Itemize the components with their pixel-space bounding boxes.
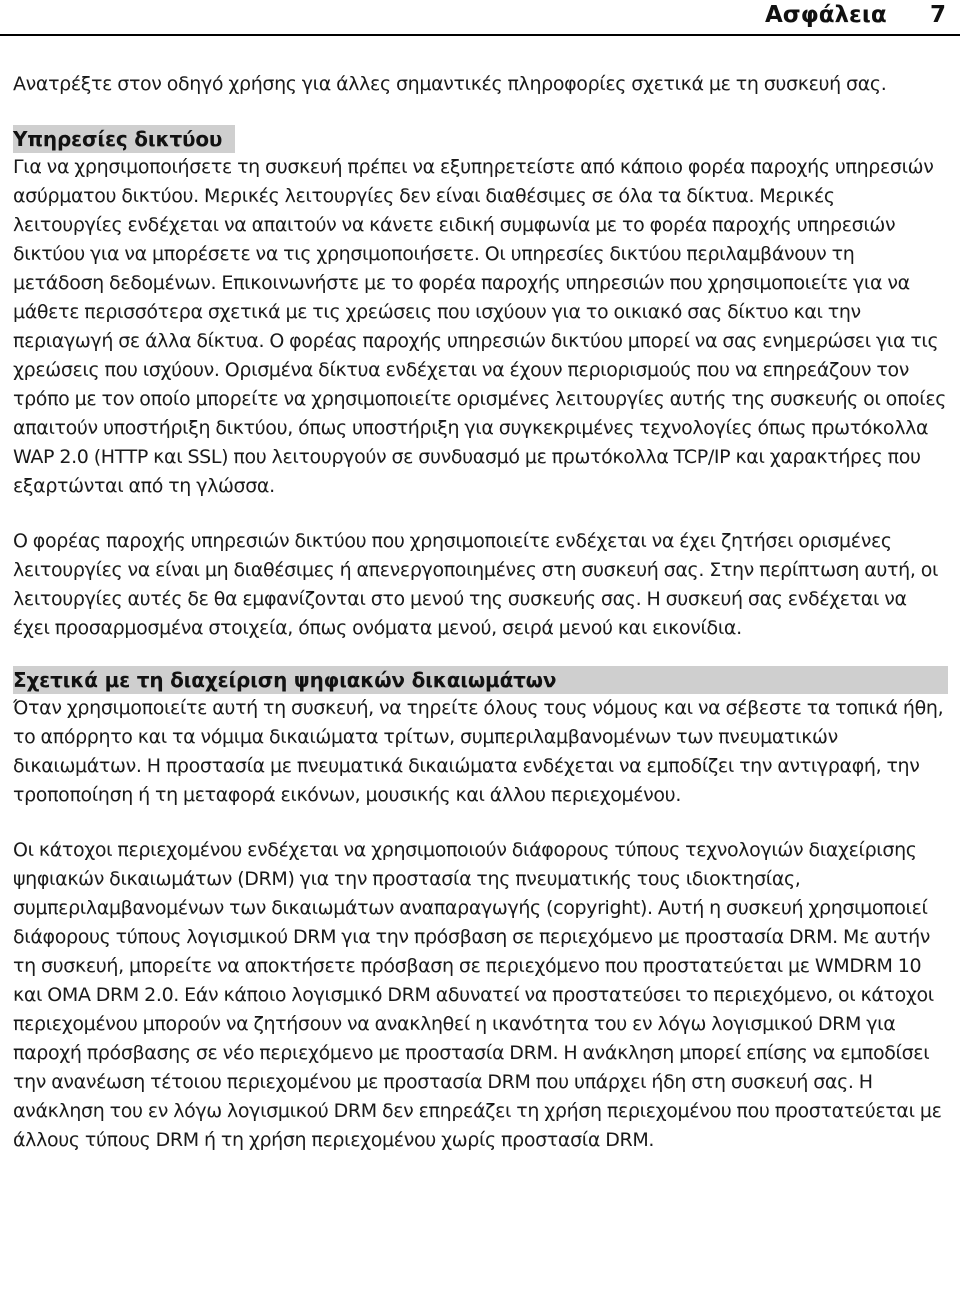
- document-body: [13, 70, 948, 1155]
- page-header: [0, 0, 960, 36]
- network-services-paragraph-2: Ο φορέας παροχής υπηρεσιών δικτύου που χρησιμοποιείτε ενδέχεται να έχει ζητήσει ορισμένες λειτουργίες να είναι μη διαθέσιμες ή απενεργοποιημένες στη συσκευή σας. Στην περίπτωση αυτή, οι λειτουργίες αυτές δε θα εμφανίζονται στο μενού της συσκευής σας. Η συσκευή σας ενδέχεται να έχει προσαρμοσμένα στοιχεία, όπως ονόματα μενού, σειρά μενού και εικονίδια.: [13, 530, 939, 639]
- section-heading-network-services: Υπηρεσίες δικτύου: [13, 125, 235, 153]
- page-number: 7: [930, 2, 947, 28]
- header-title: Ασφάλεια: [765, 2, 887, 28]
- section-heading-drm: Σχετικά με τη διαχείριση ψηφιακών δικαιωμάτων: [13, 666, 948, 694]
- network-services-paragraph-1: Για να χρησιμοποιήσετε τη συσκευή πρέπει να εξυπηρετείστε από κάποιο φορέα παροχής υπηρεσιών ασύρματου δικτύου. Μερικές λειτουργίες δεν είναι διαθέσιμες σε όλα τα δίκτυα. Μερικές λειτουργίες ενδέχεται να απαιτούν να κάνετε ειδική συμφωνία με το φορέα παροχής υπηρεσιών δικτύου για να μπορέσετε να τις χρησιμοποιήσετε. Οι υπηρεσίες δικτύου περιλαμβάνουν τη μετάδοση δεδομένων. Επικοινωνήστε με το φορέα παροχής υπηρεσιών που χρησιμοποιείτε για να μάθετε περισσότερα σχετικά με τις χρεώσεις που ισχύουν για το οικιακό σας δίκτυο και την περιαγωγή σε άλλα δίκτυα. Ο φορέας παροχής υπηρεσιών δικτύου μπορεί να σας ενημερώσει για τις χρεώσεις που ισχύουν. Ορισμένα δίκτυα ενδέχεται να έχουν περιορισμούς που να επηρεάζουν τον τρόπο με τον οποίο μπορείτε να χρησιμοποιείτε ορισμένες λειτουργίες αυτής της συσκευής οι οποίες απαιτούν υποστήριξη δικτύου, όπως υποστήριξη για συγκεκριμένες τεχνολογίες όπως πρωτόκολλα WAP 2.0 (HTTP και SSL) που λειτουργούν σε συνδυασμό με πρωτόκολλα TCP/IP και χαρακτήρες που εξαρτώνται από τη γλώσσα.: [13, 156, 947, 497]
- intro-paragraph: Ανατρέξτε στον οδηγό χρήσης για άλλες σημαντικές πληροφορίες σχετικά με τη συσκευή σας.: [13, 73, 887, 95]
- drm-paragraph-1: Όταν χρησιμοποιείτε αυτή τη συσκευή, να τηρείτε όλους τους νόμους και να σέβεστε τα τοπικά ήθη, το απόρρητο και τα νόμιμα δικαιώματα τρίτων, συμπεριλαμβανομένων των πνευματικών δικαιωμάτων. Η προστασία με πνευματικά δικαιώματα ενδέχεται να εμποδίζει την αντιγραφή, την τροποποίηση ή τη μεταφορά εικόνων, μουσικής και άλλου περιεχομένου.: [13, 697, 944, 806]
- drm-paragraph-2: Οι κάτοχοι περιεχομένου ενδέχεται να χρησιμοποιούν διάφορους τύπους τεχνολογιών διαχείρισης ψηφιακών δικαιωμάτων (DRM) για την προστασία της πνευματικής τους ιδιοκτησίας, συμπεριλαμβανομένων των δικαιωμάτων αναπαραγωγής (copyright). Αυτή η συσκευή χρησιμοποιεί διάφορους τύπους λογισμικού DRM για την πρόσβαση σε περιεχόμενο με προστασία DRM. Με αυτήν τη συσκευή, μπορείτε να αποκτήσετε πρόσβαση σε περιεχόμενο που προστατεύεται με WMDRM 10 και OMA DRM 2.0. Εάν κάποιο λογισμικό DRM αδυνατεί να προστατεύσει το περιεχόμενο, οι κάτοχοι περιεχομένου μπορούν να ζητήσουν να ανακληθεί η ικανότητα του εν λόγω λογισμικού DRM για παροχή πρόσβασης σε νέο περιεχόμενο με προστασία DRM. Η ανάκληση μπορεί επίσης να εμποδίσει την ανανέωση τέτοιου περιεχομένου με προστασία DRM που υπάρχει ήδη στη συσκευή σας. Η ανάκληση του εν λόγω λογισμικού DRM δεν επηρεάζει τη χρήση περιεχομένου που προστατεύεται με άλλους τύπους DRM ή τη χρήση περιεχομένου χωρίς προστασία DRM.: [13, 839, 942, 1151]
